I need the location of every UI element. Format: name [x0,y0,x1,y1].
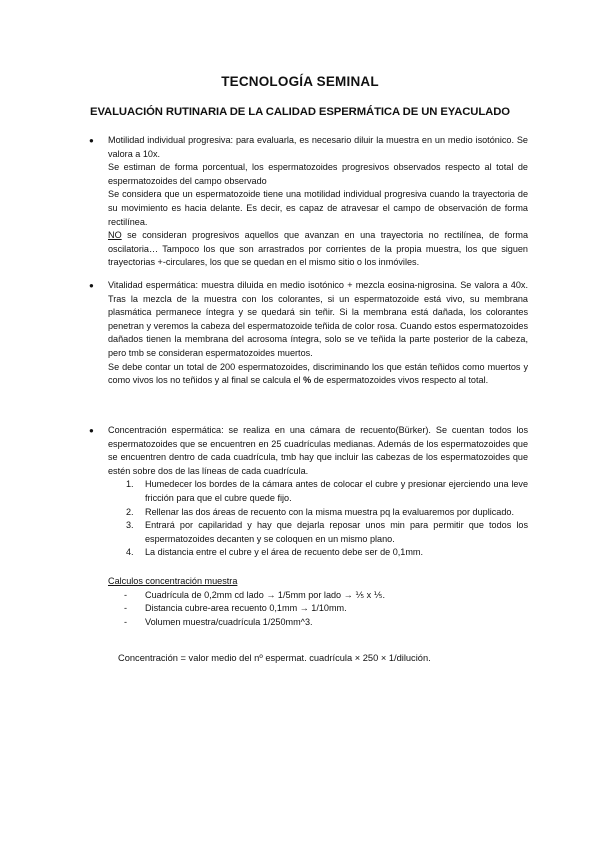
motilidad-paragraph-2: Se estiman de forma porcentual, los espermatozoides progresivos observados respecto al total de espermatozoides del campo observado [108,162,528,186]
motilidad-paragraph-4-text: se consideran progresivos aquellos que avanzan en una trayectoria no rectilínea, de forma oscilatoria… Tampoco los que son arrastrados por corrientes de la propia muestra, los que siguen trayectorias +-circulares, los que se quedan en el mismo sitio o los inmóviles. [108,230,528,268]
step-number: 4. [126,547,134,558]
document-title: TECNOLOGÍA SEMINAL [221,74,379,89]
bullet-icon: ● [89,136,94,145]
vitalidad-paragraph-1: Vitalidad espermática: muestra diluida en medio isotónico + mezcla eosina-nigrosina. Se valora a 40x. Tras la mezcla de la muestra con los colorantes, si un espermatozoide está vivo, su membrana plasmática permanece íntegra y se quedará sin teñir. Si la membrana está dañada, los colorantes penetran y veremos la cabeza del espermatozoide teñida de color rosa. Cuando estos espermatozoides dañados tienen la membrana del acrosoma íntegra, solo se ve teñida la parte posterior de la cabeza, pero tmb se consideran espermatozoides muertos. [108,280,528,358]
step-number: 3. [126,520,134,531]
calc-text: Volumen muestra/cuadrícula 1/250mm^3. [145,616,313,627]
dash-bullet: - [124,603,128,614]
step-text: Rellenar las dos áreas de recuento con la misma muestra pq la evaluaremos por duplicado. [145,506,514,517]
step-number: 2. [126,506,134,517]
calc-heading: Calculos concentración muestra [108,575,238,586]
motilidad-paragraph-1: Motilidad individual progresiva: para evaluarla, es necesario diluir la muestra en un medio isotónico. Se valora a 10x. [108,135,528,159]
vitalidad-paragraph-2-b: de espermatozoides vivos respecto al total. [311,375,489,386]
section-vitalidad [89,279,528,388]
step-text: Humedecer los bordes de la cámara antes de colocar el cubre y presionar ejerciendo una leve fricción para que el cubre quede fijo. [145,479,528,503]
bullet-icon: ● [89,426,94,435]
list-item [108,546,528,560]
list-item [108,589,528,603]
calc-text: Distancia cubre-area recuento 0,1mm → 1/10mm. [145,603,347,614]
bullet-icon: ● [89,281,94,290]
steps-list [108,478,528,560]
step-text: Entrará por capilaridad y hay que dejarla reposar unos min para permitir que todos los espermatozoides decanten y se coloquen en un mismo plano. [145,520,528,544]
motilidad-paragraph-4 [108,229,528,270]
calc-list [108,589,528,630]
no-emphasis: NO [108,230,122,241]
document-subtitle: EVALUACIÓN RUTINARIA DE LA CALIDAD ESPERMÁTICA DE UN EYACULADO [90,106,510,118]
vitalidad-paragraph-2-a: Se debe contar un total de 200 espermatozoides, discriminando los que están teñidos como muertos y como vivos los no teñidos y al final se calcula el [108,361,528,386]
dash-bullet: - [124,616,128,627]
list-item [108,616,528,630]
motilidad-paragraph-3: Se considera que un espermatozoide tiene una motilidad individual progresiva cuando la trayectoria de su movimiento es hacia delante. Es decir, es capaz de atravesar el campo de observación de forma rectilínea. [108,189,528,227]
percent-sign: % [303,375,312,386]
section-motilidad [89,134,528,270]
list-item [108,519,528,546]
section-concentracion [89,424,528,629]
dash-bullet: - [124,589,128,600]
concentracion-paragraph-1: Concentración espermática: se realiza en una cámara de recuento(Bürker). Se cuentan todos los espermatozoides que se encuentren en 25 cuadrículas medianas. Además de los espermatozoides que se encuentren dentro de cada cuadrícula, tmb hay que incluir las cabezas de los espermatozoides que estén sobre dos de las líneas de cada cuadrícula. [108,425,528,476]
vitalidad-paragraph-2 [108,361,528,388]
step-number: 1. [126,479,134,490]
list-item [108,506,528,520]
list-item [108,602,528,616]
list-item [108,478,528,505]
step-text: La distancia entre el cubre y el área de recuento debe ser de 0,1mm. [145,547,424,558]
calc-text: Cuadrícula de 0,2mm cd lado → 1/5mm por lado → ⅕ x ⅕. [145,589,386,600]
concentration-formula: Concentración = valor medio del nº espermat. cuadrícula × 250 × 1/dilución. [118,653,431,663]
